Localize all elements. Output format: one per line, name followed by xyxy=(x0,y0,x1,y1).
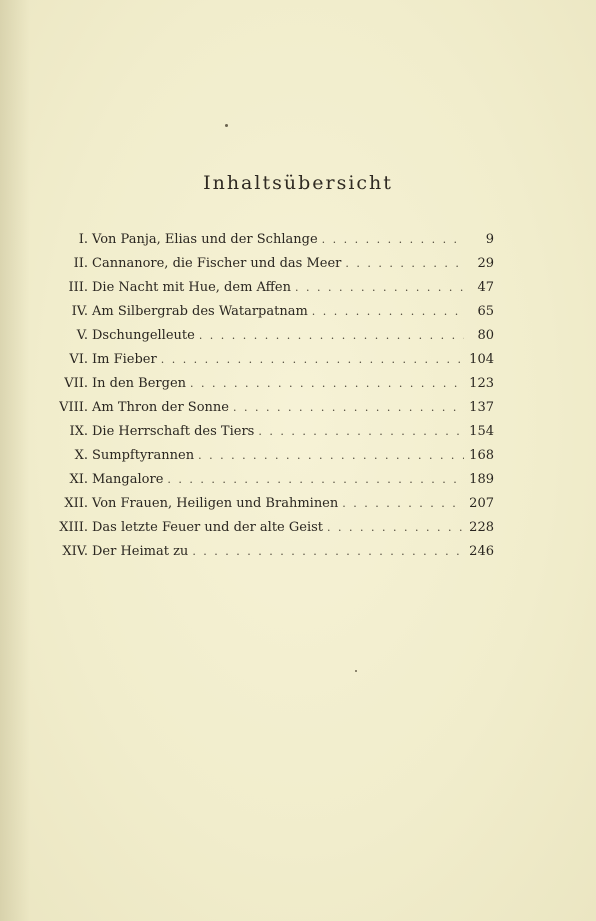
dot-leader xyxy=(322,233,464,246)
toc-entry xyxy=(48,304,494,328)
page-number: 168 xyxy=(469,448,494,463)
table-of-contents xyxy=(48,232,494,568)
toc-entry xyxy=(48,520,494,544)
dot-leader xyxy=(198,449,464,462)
page-number: 47 xyxy=(477,280,494,295)
page-number: 29 xyxy=(477,256,494,271)
chapter-title: Die Nacht mit Hue, dem Affen xyxy=(92,280,291,295)
page-number: 9 xyxy=(485,232,494,247)
dot-leader xyxy=(192,545,464,558)
chapter-title: Der Heimat zu xyxy=(92,544,189,559)
toc-entry xyxy=(48,352,494,376)
page-speck xyxy=(225,124,228,127)
chapter-number: II. xyxy=(73,256,88,271)
dot-leader xyxy=(345,257,464,270)
chapter-title: Cannanore, die Fischer und das Meer xyxy=(92,256,342,271)
toc-entry xyxy=(48,472,494,496)
chapter-number: VIII. xyxy=(59,400,88,415)
toc-entry xyxy=(48,256,494,280)
chapter-title: Von Panja, Elias und der Schlange xyxy=(92,232,318,247)
chapter-title: Mangalore xyxy=(92,472,164,487)
chapter-number: VII. xyxy=(64,376,88,391)
page-number: 207 xyxy=(469,496,494,511)
chapter-number: XII. xyxy=(64,496,88,511)
chapter-number: III. xyxy=(68,280,88,295)
toc-entry xyxy=(48,544,494,568)
page-number: 123 xyxy=(469,376,494,391)
dot-leader xyxy=(199,329,464,342)
dot-leader xyxy=(190,377,464,390)
toc-entry xyxy=(48,376,494,400)
chapter-number: VI. xyxy=(69,352,88,367)
page-title: Inhaltsübersicht xyxy=(203,172,393,194)
dot-leader xyxy=(342,497,464,510)
chapter-number: XIV. xyxy=(62,544,88,559)
chapter-title: Von Frauen, Heiligen und Brahminen xyxy=(92,496,339,511)
chapter-number: XIII. xyxy=(59,520,88,535)
chapter-title: Dschungelleute xyxy=(92,328,195,343)
page-number: 189 xyxy=(469,472,494,487)
chapter-title: Am Silbergrab des Watarpatnam xyxy=(92,304,308,319)
chapter-number: IV. xyxy=(71,304,88,319)
chapter-title: Im Fieber xyxy=(92,352,157,367)
chapter-number: I. xyxy=(78,232,88,247)
page-number: 80 xyxy=(477,328,494,343)
page-number: 137 xyxy=(469,400,494,415)
chapter-title: Das letzte Feuer und der alte Geist xyxy=(92,520,324,535)
dot-leader xyxy=(312,305,464,318)
dot-leader xyxy=(161,353,464,366)
chapter-number: V. xyxy=(76,328,88,343)
chapter-title: Die Herrschaft des Tiers xyxy=(92,424,255,439)
chapter-title: Am Thron der Sonne xyxy=(92,400,229,415)
toc-entry xyxy=(48,232,494,256)
page-number: 104 xyxy=(469,352,494,367)
chapter-number: IX. xyxy=(69,424,88,439)
toc-entry xyxy=(48,424,494,448)
page-speck xyxy=(355,670,357,672)
page-number: 65 xyxy=(477,304,494,319)
toc-entry xyxy=(48,400,494,424)
chapter-number: XI. xyxy=(69,472,88,487)
toc-entry xyxy=(48,496,494,520)
page-edge-shadow xyxy=(0,0,30,921)
dot-leader xyxy=(258,425,464,438)
dot-leader xyxy=(327,521,464,534)
chapter-number: X. xyxy=(74,448,88,463)
dot-leader xyxy=(233,401,464,414)
toc-entry xyxy=(48,328,494,352)
chapter-title: In den Bergen xyxy=(92,376,187,391)
toc-entry xyxy=(48,448,494,472)
page-number: 228 xyxy=(469,520,494,535)
page-number: 154 xyxy=(469,424,494,439)
dot-leader xyxy=(167,473,464,486)
chapter-title: Sumpftyrannen xyxy=(92,448,195,463)
toc-entry xyxy=(48,280,494,304)
page-number: 246 xyxy=(469,544,494,559)
dot-leader xyxy=(295,281,464,294)
